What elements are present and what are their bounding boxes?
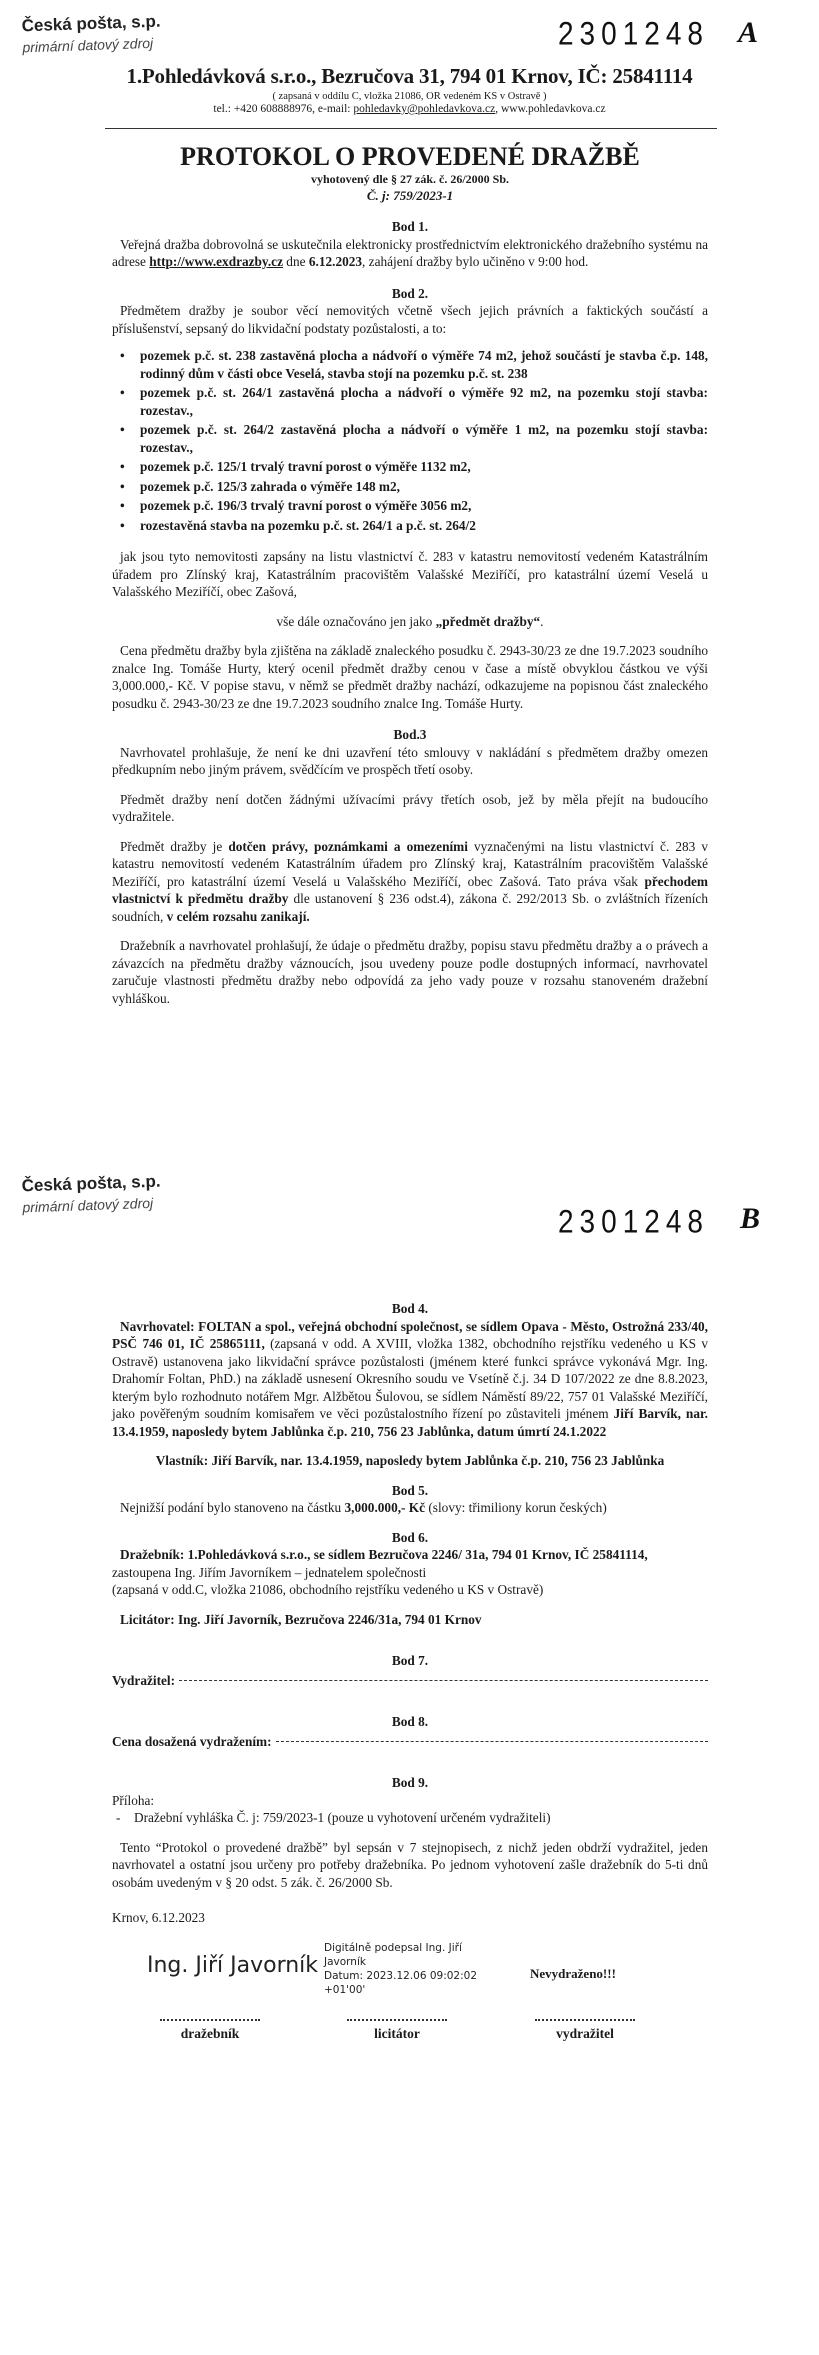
page-1-body: [112, 142, 708, 1007]
signature-name: Ing. Jiří Javorník: [147, 1952, 319, 1978]
stamp-title: Česká pošta, s.p.: [21, 1171, 161, 1196]
property-item: • pozemek p.č. 125/1 trvalý travní porost o výměře 1132 m2,: [138, 458, 708, 476]
document-subtitle: vyhotovený dle § 27 zák. č. 26/2000 Sb.: [310, 172, 509, 186]
reference-number: Č. j: 759/2023-1: [366, 188, 454, 203]
price-text: Cena předmětu dražby byla zjištěna na základě znaleckého posudku č. 2943-30/23 ze dne 19.7.2023 soudního znalce Ing. Tomáše Hurty, který ocenil předmět dražby cenou v čase a místě obvyklou částkou ve výši 3,000.000,- Kč. V popise stavu, v němž se předmět dražby nachází, odkazujeme na popisnou část znaleckého posudku č. 2943-30/23 ze dne 19.7.2023 soudního znalce Ing. Tomáše Hurty.: [112, 643, 708, 711]
achieved-price-blank: [276, 1741, 708, 1742]
bod9-heading: Bod 9.: [391, 1775, 429, 1790]
winning-bidder-field: [112, 1672, 708, 1690]
signature-block: [112, 1937, 708, 2067]
closing-text: Tento “Protokol o provedené dražbě” byl sepsán v 7 stejnopisech, z nichž jeden obdrží vydražitel, jeden navrhovatel a ostatní jsou určeny pro potřeby dražebníka. Po jednom vyhotovení zašle dražebník do 5-ti dnů osobám uvedeným v § 20 odst. 5 zák. č. 26/2000 Sb.: [112, 1839, 708, 1890]
property-item: • pozemek p.č. 125/3 zahrada o výměře 148 m2,: [138, 478, 708, 496]
bod3-heading: Bod.3: [393, 727, 427, 742]
post-stamp: [21, 1172, 161, 1216]
bod8-heading: Bod 8.: [391, 1714, 429, 1729]
property-list: [112, 347, 708, 534]
bod2-intro: Předmětem dražby je soubor věcí nemovitých včetně všech jejich právních a faktických součástí a příslušenství, sepsaný do likvidační podstaty pozůstalosti, a to:: [112, 303, 708, 336]
bod5-heading: Bod 5.: [391, 1482, 429, 1498]
stamp-title: Česká pošta, s.p.: [21, 11, 161, 36]
auctioneer-registration: (zapsaná v odd.C, vložka 21086, obchodního rejstříku vedeného u KS v Ostravě): [112, 1582, 544, 1597]
land-registry-text: jak jsou tyto nemovitosti zapsány na listu vlastnictví č. 283 v katastru nemovitostí vedeném Katastrálním úřadem pro Zlínský kraj, Katastrálním pracovištěm Valašské Meziříčí, pro katastrální území Veselá u Valašského Meziříčí, obec Zašová,: [112, 549, 708, 599]
property-item: • pozemek p.č. st. 264/2 zastavěná plocha a nádvoří o výměře 1 m2, na pozemku stojí stavba: rozestav.,: [138, 421, 708, 456]
page-2-body: [112, 1300, 708, 2067]
contact-email-link[interactable]: pohledavky@pohledavkova.cz: [353, 103, 496, 115]
achieved-price-field: [112, 1733, 708, 1751]
attachment-item: - Dražební vyhláška Č. j: 759/2023-1 (pouze u vyhotovení určeném vydražiteli): [112, 1809, 708, 1827]
page-2: [0, 1160, 819, 2355]
winning-bidder-label: Vydražitel:: [112, 1672, 176, 1688]
licitator-text: Licitátor: Ing. Jiří Javorník, Bezručova 2246/31a, 794 01 Krnov: [120, 1611, 482, 1627]
letterhead: [0, 64, 819, 115]
auction-url-link[interactable]: http://www.exdrazby.cz: [149, 254, 283, 269]
contact-web: , www.pohledavkova.cz: [495, 103, 606, 115]
bod3-p2: Předmět dražby není dotčen žádnými užívacími právy třetích osob, jež by měla přejít na budoucího vydražitele.: [112, 791, 708, 824]
owner-text: Vlastník: Jiří Barvík, nar. 13.4.1959, naposledy bytem Jablůnka č.p. 210, 756 23 Jablůnka: [155, 1453, 665, 1468]
bod3-p4: Dražebník a navrhovatel prohlašují, že údaje o předmětu dražby, popisu stavu předmětu dražby a o právech a závazcích na předmětu dražby váznoucích, jsou uvedeny pouze podle dostupných informací, navrhovatel zaručuje vlastnosti předmětu dražby nebo odpovídá za jeho vady pouze v rozsahu stanoveném dražební vyhláškou.: [112, 938, 708, 1006]
auction-result-status: Nevydraženo!!!: [530, 1965, 616, 1981]
bod4-text: Navrhovatel: FOLTAN a spol., veřejná obchodní společnost, se sídlem Opava - Město, Ostrožná 233/40, PSČ 746 01, IČ 25865111, (zapsaná v odd. A XVIII, vložka 1382, obchodního rejstříku vedeného u KS v Ostravě) ustanovena jako likvidační správce pozůstalosti (jménem které funkci správce vykonává Mgr. Ing. Drahomír Foltan, PhD.) na základě usnesení Okresního soudu ve Vsetíně č.j. 34 D 107/2022 ze dne 8.8.2023, kterým bylo rozhodnuto notářem Mgr. Alžbětou Šulovou, se sídlem Náměstí 89/22, 757 01 Valašské Meziříčí, jako pověřeným soudním komisařem ve věci pozůstalostního řízení po zůstaviteli jménem Jiří Barvík, nar. 13.4.1959, naposledy bytem Jablůnka č.p. 210, 756 23 Jablůnka, datum úmrtí 24.1.2022: [112, 1318, 708, 1439]
property-item: • pozemek p.č. st. 238 zastavěná plocha a nádvoří o výměře 74 m2, jehož součástí je stavba č.p. 148, rodinný dům v části obce Veselá, stavba stojí na pozemku p.č. st. 238: [138, 347, 708, 382]
auctioneer-text: Dražebník: 1.Pohledávková s.r.o., se sídlem Bezručova 2246/ 31a, 794 01 Krnov, IČ 25841114,: [120, 1547, 648, 1562]
contact-phone: tel.: +420 608888976, e-mail:: [213, 103, 354, 115]
document-letter: A: [738, 16, 759, 49]
bod3-p1: Navrhovatel prohlašuje, že není ke dni uzavření této smlouvy v nakládání s předmětem dražby omezen předkupním nebo jiným právem, svědčícím ve prospěch třetí osoby.: [112, 744, 708, 777]
signature-auctioneer: dražebník: [150, 2019, 270, 2043]
signature-licitator: licitátor: [337, 2019, 457, 2043]
attachment-label: Příloha:: [112, 1792, 155, 1808]
document-number: 2301248: [557, 1203, 709, 1240]
bod2-heading: Bod 2.: [391, 285, 429, 301]
property-item: • pozemek p.č. st. 264/1 zastavěná plocha a nádvoří o výměře 92 m2, na pozemku stojí stavba: rozestav.,: [138, 384, 708, 419]
winning-bidder-blank: [179, 1680, 708, 1681]
property-item: • rozestavěná stavba na pozemku p.č. st. 264/1 a p.č. st. 264/2: [138, 517, 708, 535]
document-letter: B: [740, 1202, 761, 1235]
digital-signature-info: Digitálně podepsal Ing. Jiří Javorník Datum: 2023.12.06 09:02:02 +01'00': [324, 1941, 478, 1996]
designation-text: vše dále označováno jen jako „předmět dražby“.: [276, 613, 544, 629]
property-item: • pozemek p.č. 196/3 trvalý travní porost o výměře 3056 m2,: [138, 497, 708, 515]
document-title: PROTOKOL O PROVEDENÉ DRAŽBĚ: [180, 142, 640, 171]
bod1-heading: Bod 1.: [391, 219, 429, 234]
bod4-heading: Bod 4.: [391, 1301, 429, 1316]
place-date: Krnov, 6.12.2023: [112, 1910, 205, 1925]
bod6-heading: Bod 6.: [391, 1529, 429, 1545]
document-number: 2301248: [557, 15, 709, 52]
bod5-text: Nejnižší podání bylo stanoveno na částku 3,000.000,- Kč (slovy: třimiliony korun českých): [120, 1500, 607, 1515]
minimum-bid: 3,000.000,- Kč: [344, 1500, 426, 1515]
achieved-price-label: Cena dosažená vydražením:: [112, 1733, 272, 1749]
bod1-text: Veřejná dražba dobrovolná se uskutečnila elektronicky prostřednictvím elektronického dražebního systému na adrese http://www.exdrazby.cz dne 6.12.2023, zahájení dražby bylo učiněno v 9:00 hod.: [112, 236, 708, 269]
bod3-p3: Předmět dražby je dotčen právy, poznámkami a omezeními vyznačenými na listu vlastnictví č. 283 v katastru nemovitostí vedeném Katastrálním úřadem pro Zlínský kraj, Katastrálním pracovištěm Valašské Meziříčí, pro katastrální území Veselá u Valašského Meziříčí, obec Zašová. Tato práva však přechodem vlastnictví k předmětu dražby dle ustanovení § 236 odst.4), zákona č. 292/2013 Sb. o zvláštních řízeních soudních, v celém rozsahu zanikají.: [112, 838, 709, 924]
post-stamp: [21, 12, 161, 56]
signature-winning-bidder: vydražitel: [525, 2019, 645, 2043]
company-registration: ( zapsaná v oddílu C, vložka 21086, OR vedeném KS v Ostravě ): [272, 91, 547, 102]
company-contact: [0, 103, 819, 115]
bod7-heading: Bod 7.: [391, 1653, 429, 1668]
stamp-subtitle: primární datový zdroj: [22, 1194, 154, 1216]
represented-text: zastoupena Ing. Jiřím Javorníkem – jednatelem společnosti: [112, 1564, 427, 1580]
page-1: [0, 0, 819, 1160]
letterhead-divider: [105, 128, 717, 129]
stamp-subtitle: primární datový zdroj: [22, 34, 154, 56]
company-name: 1.Pohledávková s.r.o., Bezručova 31, 794 01 Krnov, IČ: 25841114: [126, 64, 693, 88]
auction-date: 6.12.2023: [308, 254, 363, 269]
